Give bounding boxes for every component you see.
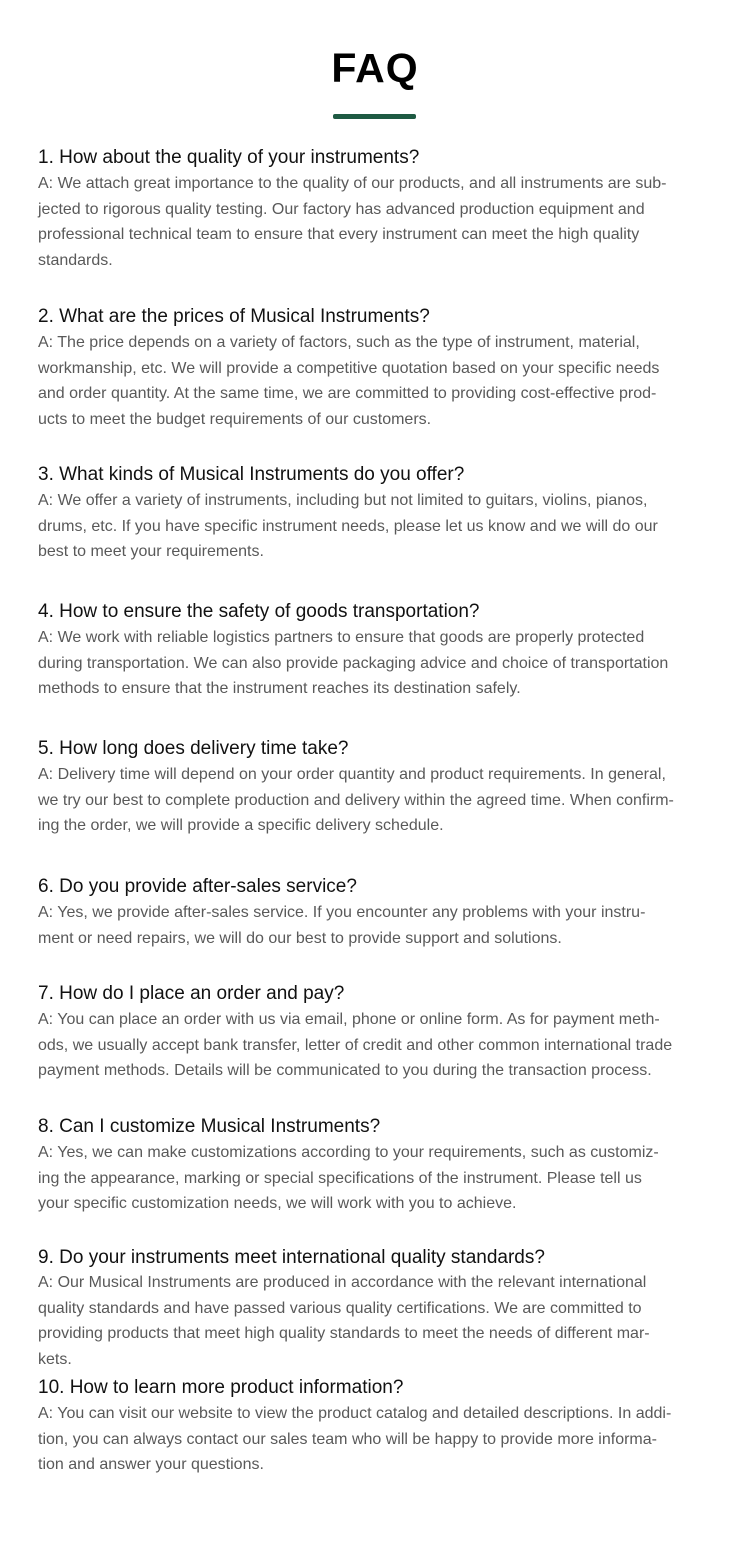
faq-answer: A: We attach great importance to the quality of our products, and all instruments are sub- jected to rigorous quality testing. Our factory has advanced production equipment and professional technical team to ensure that every instrument can meet the high quality standards. bbox=[38, 175, 667, 270]
faq-item-9 bbox=[38, 1246, 714, 1373]
faq-item-5 bbox=[38, 736, 714, 839]
faq-answer: A: Yes, we can make customizations according to your requirements, such as customiz- ing the appearance, marking or special specifications of the instrument. Please tell us your specific customization needs, we will work with you to achieve. bbox=[38, 1144, 659, 1213]
faq-answer: A: Delivery time will depend on your order quantity and product requirements. In general, we try our best to complete production and delivery within the agreed time. When confirm- ing the order, we will provide a specific delivery schedule. bbox=[38, 766, 674, 835]
faq-question: 3. What kinds of Musical Instruments do you offer? bbox=[38, 464, 465, 485]
faq-question: 8. Can I customize Musical Instruments? bbox=[38, 1116, 381, 1137]
faq-answer: A: You can place an order with us via email, phone or online form. As for payment meth- ods, we usually accept bank transfer, letter of credit and other common international trade payment methods. Details will be communicated to you during the transaction process. bbox=[38, 1011, 673, 1080]
faq-item-4 bbox=[38, 599, 714, 702]
faq-question: 9. Do your instruments meet international quality standards? bbox=[38, 1247, 545, 1268]
faq-question: 6. Do you provide after-sales service? bbox=[38, 876, 357, 897]
faq-answer: A: Our Musical Instruments are produced in accordance with the relevant international quality standards and have passed various quality certifications. We are committed to providing products that meet high quality standards to meet the needs of different mar- kets. bbox=[38, 1274, 650, 1369]
faq-answer: A: We offer a variety of instruments, including but not limited to guitars, violins, pianos, drums, etc. If you have specific instrument needs, please let us know and we will do our best to meet your requirements. bbox=[38, 492, 658, 561]
title-underline bbox=[333, 114, 416, 119]
faq-question: 2. What are the prices of Musical Instruments? bbox=[38, 306, 430, 327]
faq-answer: A: Yes, we provide after-sales service. If you encounter any problems with your instru- ment or need repairs, we will do our best to provide support and solutions. bbox=[38, 904, 646, 947]
faq-answer: A: We work with reliable logistics partners to ensure that goods are properly protected during transportation. We can also provide packaging advice and choice of transportation methods to ensure that the instrument reaches its destination safely. bbox=[38, 629, 669, 698]
faq-question: 5. How long does delivery time take? bbox=[38, 738, 349, 759]
faq-question: 7. How do I place an order and pay? bbox=[38, 983, 345, 1004]
faq-item-2 bbox=[38, 304, 714, 433]
faq-answer: A: You can visit our website to view the product catalog and detailed descriptions. In addi- tion, you can always contact our sales team who will be happy to provide more informa- tion and answer your questions. bbox=[38, 1405, 672, 1474]
faq-item-7 bbox=[38, 981, 714, 1084]
faq-question: 1. How about the quality of your instruments? bbox=[38, 147, 420, 168]
faq-item-8 bbox=[38, 1114, 714, 1217]
faq-item-3 bbox=[38, 462, 714, 565]
faq-question: 4. How to ensure the safety of goods transportation? bbox=[38, 601, 480, 622]
faq-question: 10. How to learn more product information? bbox=[38, 1377, 404, 1398]
page-title: FAQ bbox=[331, 45, 419, 91]
faq-item-1 bbox=[38, 145, 714, 274]
faq-item-6 bbox=[38, 874, 714, 951]
faq-item-10 bbox=[38, 1375, 714, 1478]
faq-answer: A: The price depends on a variety of factors, such as the type of instrument, material, workmanship, etc. We will provide a competitive quotation based on your specific needs and order quantity. At the same time, we are committed to providing cost-effective prod- ucts to meet the budget requirements of our customers. bbox=[38, 334, 660, 429]
